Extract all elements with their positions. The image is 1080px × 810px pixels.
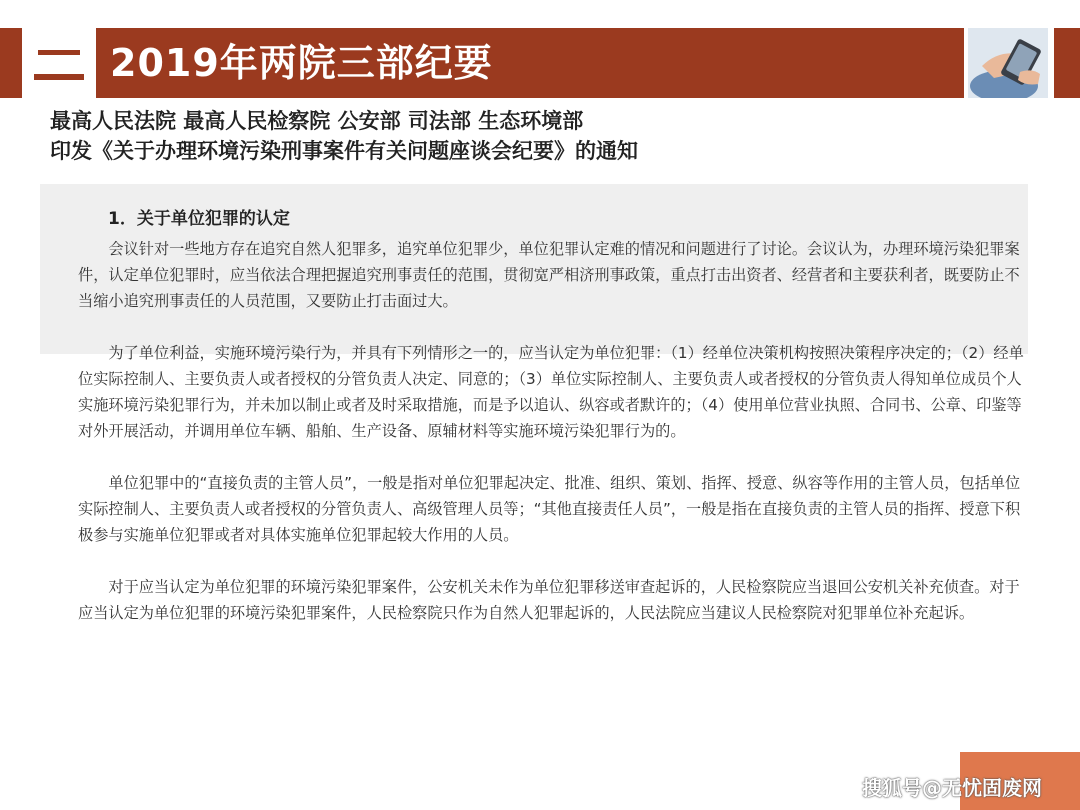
section-number-stroke-top [38, 50, 80, 55]
header-left-stub [0, 28, 22, 98]
notice-title [50, 106, 638, 166]
paragraph-3: 单位犯罪中的“直接负责的主管人员”，一般是指对单位犯罪起决定、批准、组织、策划、指挥、授意、纵容等作用的主管人员，包括单位实际控制人、主要负责人或者授权的分管负责人、高级管理人员等；“其他直接责任人员”，一般是指在直接负责的主管人员的指挥、授意下积极参与实施单位犯罪或者对具体实施单位犯罪起较大作用的人员。 [78, 474, 1021, 544]
notice-title-line2: 印发《关于办理环境污染刑事案件有关问题座谈会纪要》的通知 [50, 139, 638, 163]
header-right-stub [1054, 28, 1080, 98]
title-band [96, 28, 964, 98]
paragraph-1: 会议针对一些地方存在追究自然人犯罪多，追究单位犯罪少，单位犯罪认定难的情况和问题进行了讨论。会议认为，办理环境污染犯罪案件，认定单位犯罪时，应当依法合理把握追究刑事责任的范围，贯彻宽严相济刑事政策，重点打击出资者、经营者和主要获利者，既要防止不当缩小追究刑事责任的人员范围，又要防止打击面过大。 [78, 240, 1020, 310]
watermark: 搜狐号@无忧固废网 [862, 776, 1042, 800]
phone-photo-icon [968, 28, 1048, 98]
section-heading: 1．关于单位犯罪的认定 [108, 209, 290, 229]
notice-title-line1: 最高人民法院 最高人民检察院 公安部 司法部 生态环境部 [50, 109, 584, 133]
section-number-stroke-bottom [34, 74, 84, 80]
page-title: 2019年两院三部纪要 [110, 41, 493, 85]
paragraph-2: 为了单位利益，实施环境污染行为，并具有下列情形之一的，应当认定为单位犯罪：（1）经单位决策机构按照决策程序决定的；（2）经单位实际控制人、主要负责人或者授权的分管负责人决定、同意的；（3）单位实际控制人、主要负责人或者授权的分管负责人得知单位成员个人实施环境污染犯罪行为，并未加以制止或者及时采取措施，而是予以追认、纵容或者默许的；（4）使用单位营业执照、合同书、公章、印鉴等对外开展活动，并调用单位车辆、船舶、生产设备、原辅材料等实施环境污染犯罪行为的。 [78, 344, 1024, 440]
section-number [34, 40, 86, 88]
document-body [78, 206, 1026, 626]
paragraph-4: 对于应当认定为单位犯罪的环境污染犯罪案件，公安机关未作为单位犯罪移送审查起诉的，人民检察院应当退回公安机关补充侦查。对于应当认定为单位犯罪的环境污染犯罪案件，人民检察院只作为自然人犯罪起诉的，人民法院应当建议人民检察院对犯罪单位补充起诉。 [78, 578, 1020, 622]
